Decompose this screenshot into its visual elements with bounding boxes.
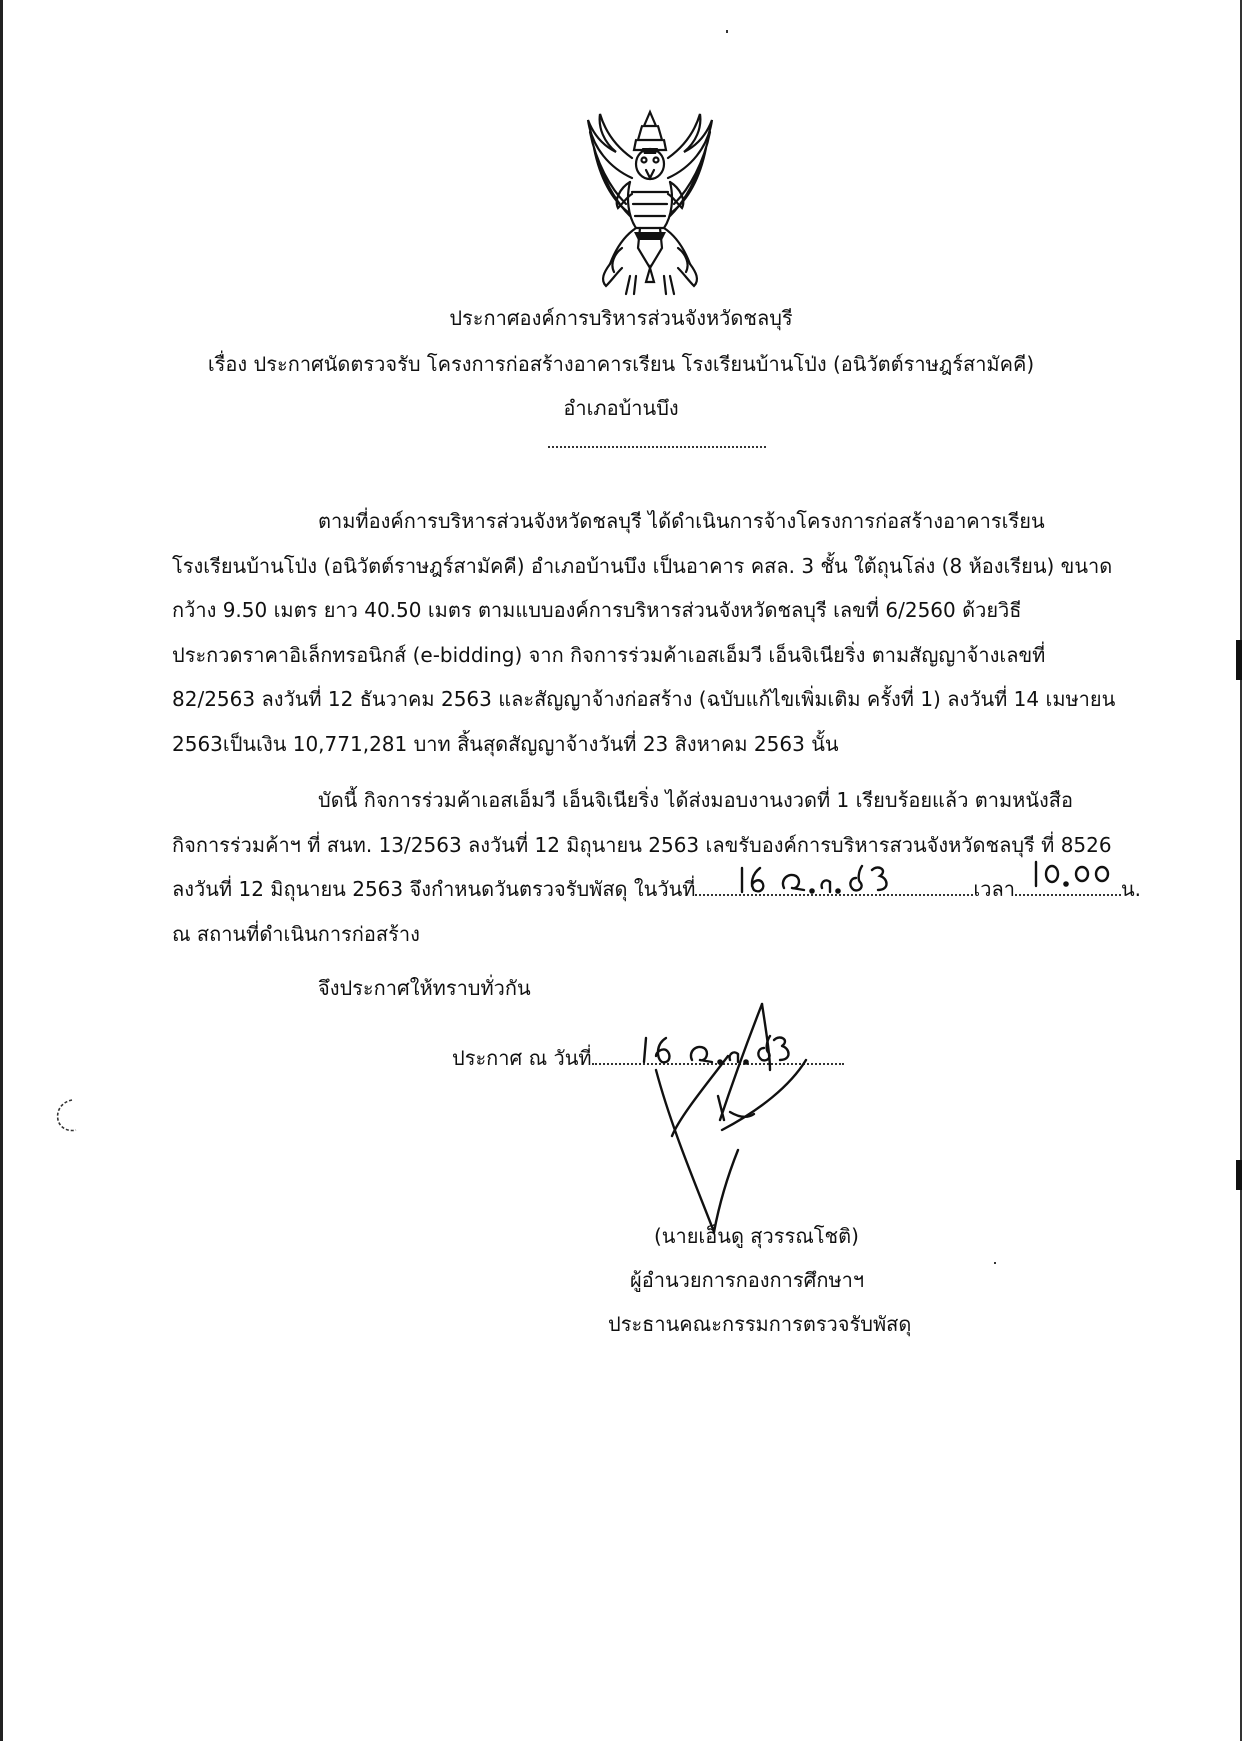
signatory-position: ผู้อำนวยการกองการศึกษาฯ bbox=[630, 1268, 865, 1292]
body-line: 2563เป็นเงิน 10,771,281 บาท สิ้นสุดสัญญาจ้างวันที่ 23 สิงหาคม 2563 นั้น bbox=[172, 732, 839, 756]
announcement-title: ประกาศองค์การบริหารส่วนจังหวัดชลบุรี bbox=[449, 306, 793, 330]
body-line: 82/2563 ลงวันที่ 12 ธันวาคม 2563 และสัญญาจ้างก่อสร้าง (ฉบับแก้ไขเพิ่มเติม ครั้งที่ 1) ลงวันที่ 14 เมษายน bbox=[172, 687, 1116, 711]
body-line: ตามที่องค์การบริหารส่วนจังหวัดชลบุรี ได้ดำเนินการจ้างโครงการก่อสร้างอาคารเรียน bbox=[318, 509, 1045, 533]
signature-scribble bbox=[620, 1000, 860, 1240]
handwritten-inspection-time bbox=[1030, 858, 1124, 890]
body-line: กิจการร่วมค้าฯ ที่ สนท. 13/2563 ลงวันที่ 12 มิถุนายน 2563 เลขรับองค์การบริหารสวนจังหวัดชลบุรี ที่ 8526 bbox=[172, 833, 1112, 857]
closing-line: จึงประกาศให้ทราบทั่วกัน bbox=[318, 976, 531, 1000]
body-line: กว้าง 9.50 เมตร ยาว 40.50 เมตร ตามแบบองค์การบริหารส่วนจังหวัดชลบุรี เลขที่ 6/2560 ด้วยวิธี bbox=[172, 598, 1022, 622]
announcement-subject: เรื่อง ประกาศนัดตรวจรับ โครงการก่อสร้างอาคารเรียน โรงเรียนบ้านโป่ง (อนิวัตต์ราษฎร์สามัคคี) bbox=[207, 352, 1035, 376]
scan-speck bbox=[994, 1262, 996, 1264]
scan-speck bbox=[726, 30, 728, 33]
announce-date-label: ประกาศ ณ วันที่ bbox=[452, 1046, 592, 1070]
header-separator bbox=[548, 446, 766, 448]
scan-edge-mark bbox=[1236, 1160, 1242, 1190]
scan-edge-mark bbox=[1236, 640, 1242, 680]
body-line: ประกวดราคาอิเล็กทรอนิกส์ (e-bidding) จาก กิจการร่วมค้าเอสเอ็มวี เอ็นจิเนียริ่ง ตามสัญญาจ้างเลขที่ bbox=[172, 643, 1046, 667]
inspection-location: ณ สถานที่ดำเนินการก่อสร้าง bbox=[172, 922, 420, 946]
inspection-date-prefix: ลงวันที่ 12 มิถุนายน 2563 จึงกำหนดวันตรวจรับพัสดุ ในวันที่ bbox=[172, 877, 696, 901]
scan-edge-left bbox=[0, 0, 3, 1741]
handwritten-inspection-date bbox=[736, 858, 906, 898]
body-line: บัดนี้ กิจการร่วมค้าเอสเอ็มวี เอ็นจิเนียริ่ง ได้ส่งมอบงานงวดที่ 1 เรียบร้อยแล้ว ตามหนังสือ bbox=[318, 788, 1074, 812]
inspection-time-label: เวลา bbox=[973, 877, 1015, 901]
signatory-name: (นายเอ็นดู สุวรรณโชติ) bbox=[654, 1224, 859, 1248]
announcement-district: อำเภอบ้านบึง bbox=[563, 396, 679, 420]
inspection-time-suffix: น. bbox=[1120, 877, 1142, 901]
inspection-date-line bbox=[172, 873, 1141, 905]
body-line: โรงเรียนบ้านโป่ง (อนิวัตต์ราษฎร์สามัคคี) อำเภอบ้านบึง เป็นอาคาร คสล. 3 ชั้น ใต้ถุนโล่ง (8 ห้องเรียน) ขนาด bbox=[172, 554, 1113, 578]
punch-hole-mark bbox=[52, 1096, 82, 1136]
signatory-role: ประธานคณะกรรมการตรวจรับพัสดุ bbox=[608, 1312, 912, 1336]
garuda-emblem bbox=[570, 108, 730, 298]
